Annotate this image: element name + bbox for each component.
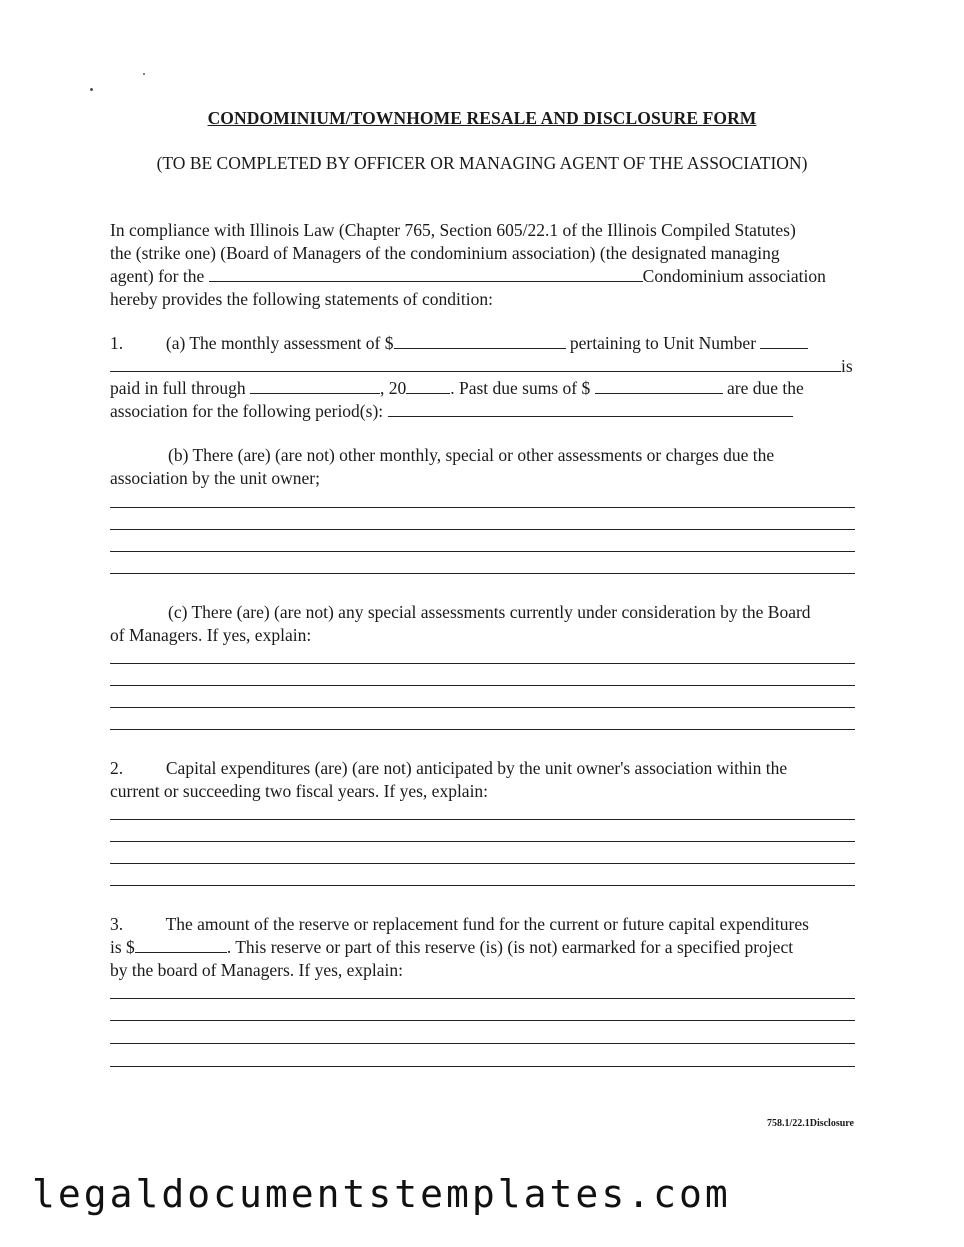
item1b-explain-line[interactable]	[110, 573, 855, 574]
item1a-text: . Past due sums of $	[450, 378, 591, 398]
form-code: 758.1/22.1Disclosure	[766, 1118, 854, 1129]
scan-speck	[90, 88, 93, 91]
intro-text: In compliance with Illinois Law (Chapter 765, Section 605/22.1 of the Illinois Compiled Statutes)	[110, 220, 796, 240]
association-name-field[interactable]	[209, 265, 643, 282]
item2-explain-line[interactable]	[110, 885, 855, 886]
item1a-text: (a) The monthly assessment of $	[165, 333, 394, 353]
item3-line-3	[110, 959, 856, 981]
form-subtitle: (TO BE COMPLETED BY OFFICER OR MANAGING AGENT OF THE ASSOCIATION)	[156, 153, 808, 173]
item3-explain-line[interactable]	[110, 1066, 855, 1067]
intro-text: the (strike one) (Board of Managers of the condominium association) (the designated managing	[110, 243, 780, 263]
intro-line-1	[110, 219, 856, 241]
item1a-line-3	[110, 377, 856, 399]
intro-text: hereby provides the following statements of condition:	[110, 289, 493, 309]
watermark: legaldocumentstemplates.com	[32, 1172, 731, 1216]
unit-number-field[interactable]	[760, 332, 808, 349]
item1b-text: (b) There (are) (are not) other monthly, special or other assessments or charges due the	[168, 445, 775, 465]
item1a-line-4	[110, 400, 856, 422]
item3-explain-line[interactable]	[110, 1020, 855, 1021]
monthly-assessment-field[interactable]	[394, 332, 566, 349]
form-title: CONDOMINIUM/TOWNHOME RESALE AND DISCLOSURE FORM	[207, 108, 757, 128]
item1a-text: pertaining to Unit Number	[569, 333, 757, 353]
item2-line-2	[110, 780, 856, 802]
item1b-line-1	[110, 444, 856, 466]
item1a-line-2	[110, 355, 856, 377]
item1c-explain-line[interactable]	[110, 685, 855, 686]
item2-text: current or succeeding two fiscal years. If yes, explain:	[110, 781, 489, 801]
item1b-explain-line[interactable]	[110, 529, 855, 530]
item1a-text: association for the following period(s):	[110, 401, 384, 421]
item1b-explain-line[interactable]	[110, 507, 855, 508]
item1b-explain-line[interactable]	[110, 551, 855, 552]
item1a-text: are due the	[726, 378, 804, 398]
item2-explain-line[interactable]	[110, 863, 855, 864]
year-field[interactable]	[406, 377, 450, 394]
item3-explain-line[interactable]	[110, 1043, 855, 1044]
intro-text: Condominium association	[642, 266, 826, 286]
intro-line-4	[110, 288, 856, 310]
item3-text: The amount of the reserve or replacement fund for the current or future capital expenditures	[165, 914, 809, 934]
item1a-line-1	[110, 332, 856, 354]
item1c-line-2	[110, 624, 856, 646]
item-number: 1.	[110, 333, 124, 353]
past-due-field[interactable]	[595, 377, 723, 394]
reserve-amount-field[interactable]	[135, 936, 227, 953]
item1a-text: is	[841, 356, 853, 376]
item3-line-1	[110, 913, 856, 935]
paid-through-field[interactable]	[250, 377, 380, 394]
item1a-text: paid in full through	[110, 378, 246, 398]
item2-explain-line[interactable]	[110, 841, 855, 842]
intro-text: agent) for the	[110, 266, 205, 286]
item-number: 2.	[110, 758, 124, 778]
item1a-text: , 20	[379, 378, 407, 398]
item1c-explain-line[interactable]	[110, 663, 855, 664]
item3-line-2	[110, 936, 856, 958]
item1c-text: of Managers. If yes, explain:	[110, 625, 312, 645]
intro-line-2	[110, 242, 856, 264]
item3-text: by the board of Managers. If yes, explain:	[110, 960, 404, 980]
item2-explain-line[interactable]	[110, 819, 855, 820]
item2-line-1	[110, 757, 856, 779]
item1c-text: (c) There (are) (are not) any special assessments currently under consideration by the Board	[168, 602, 811, 622]
item2-text: Capital expenditures (are) (are not) anticipated by the unit owner's association within the	[165, 758, 788, 778]
item3-text: is $	[110, 937, 135, 957]
item1b-line-2	[110, 467, 856, 489]
item1c-explain-line[interactable]	[110, 729, 855, 730]
item3-explain-line[interactable]	[110, 998, 855, 999]
scan-speck	[143, 73, 145, 75]
item3-text: . This reserve or part of this reserve (is) (is not) earmarked for a specified project	[226, 937, 794, 957]
item1c-line-1	[110, 601, 856, 623]
unit-number-continued-field[interactable]	[110, 355, 841, 372]
periods-field[interactable]	[388, 400, 793, 417]
item1b-text: association by the unit owner;	[110, 468, 320, 488]
item-number: 3.	[110, 914, 124, 934]
intro-line-3	[110, 265, 856, 287]
item1c-explain-line[interactable]	[110, 707, 855, 708]
